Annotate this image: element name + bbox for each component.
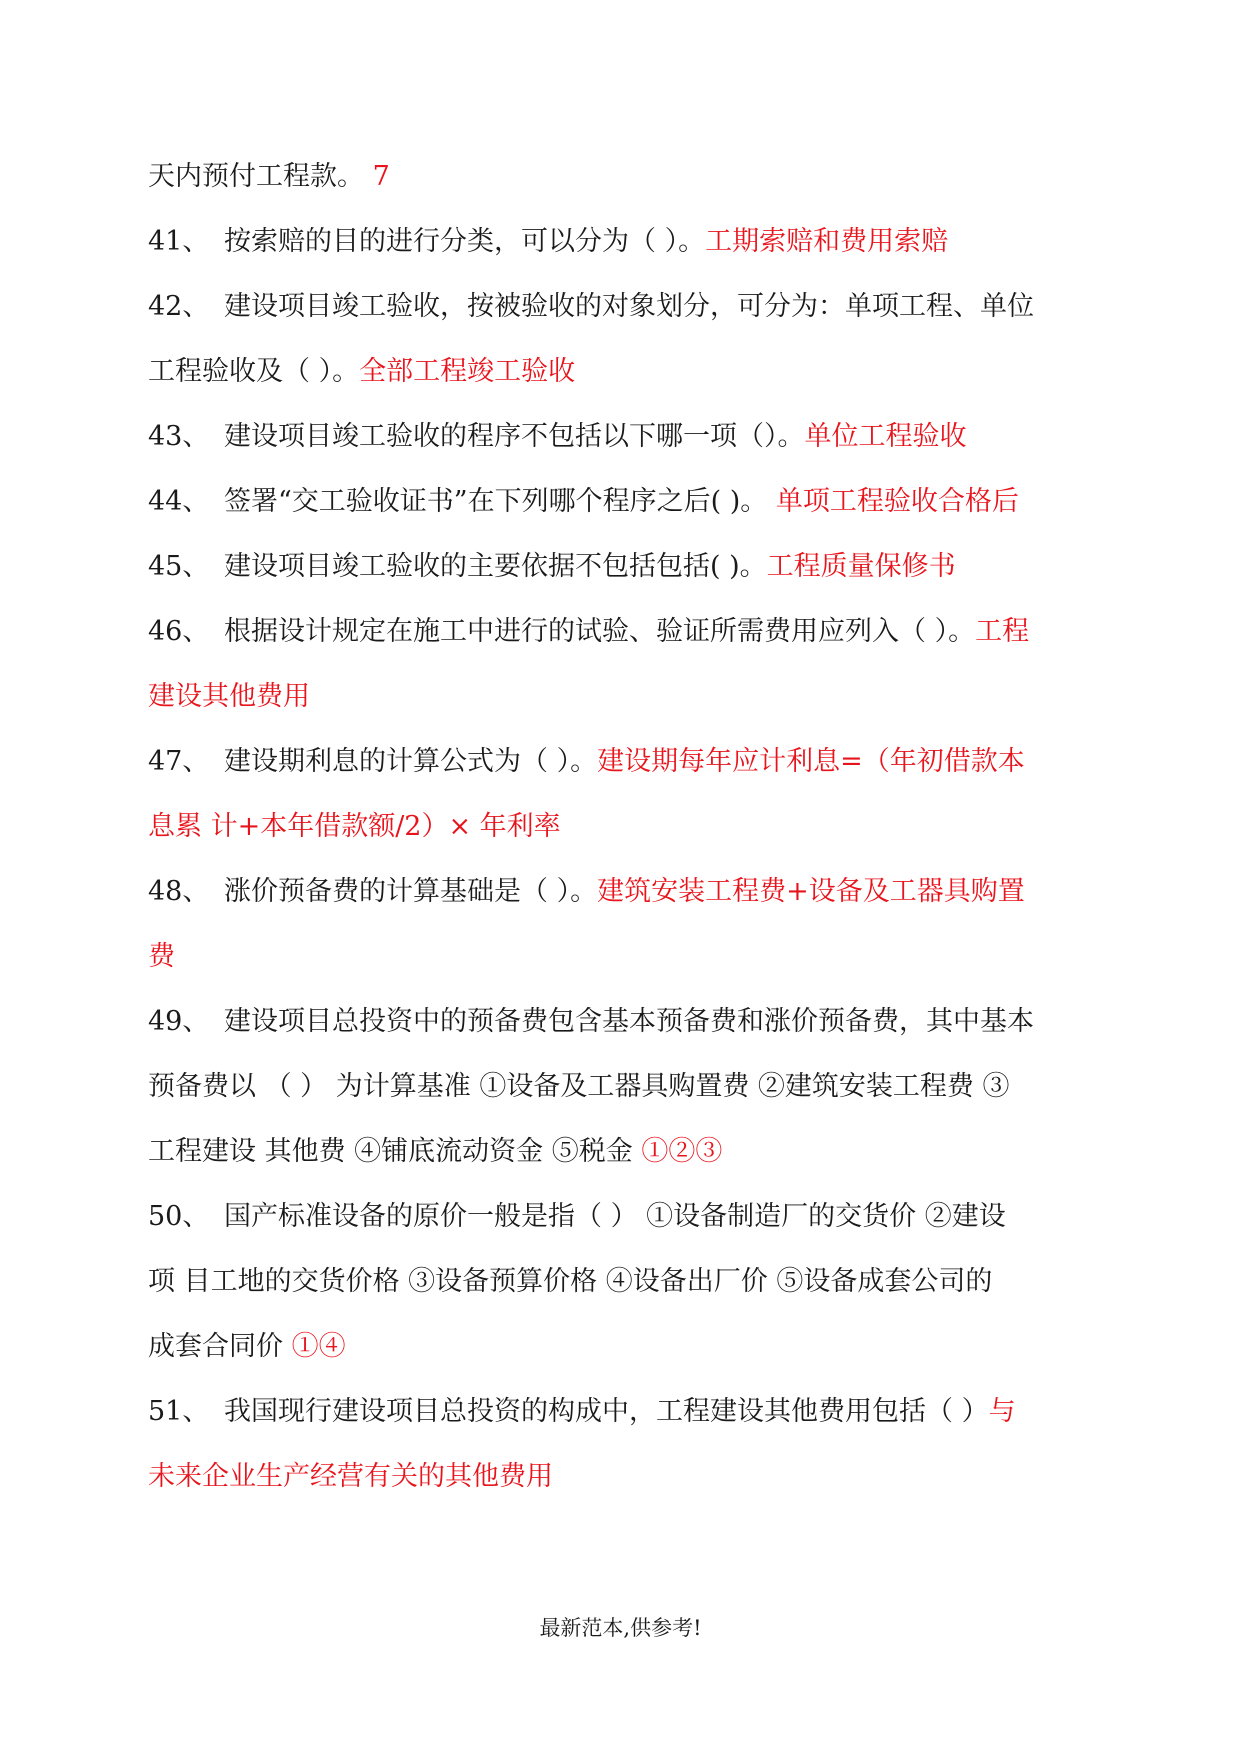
text-line — [148, 1330, 1128, 1364]
question-number: 50、 — [148, 1201, 210, 1232]
question-number: 42、 — [148, 291, 210, 322]
answer-text: 费 — [148, 941, 175, 972]
question-number: 46、 — [148, 616, 210, 647]
text-line — [148, 875, 1128, 909]
question-number: 45、 — [148, 551, 210, 582]
text-line — [148, 550, 1128, 584]
page-footer: 最新范本,供参考! — [539, 1616, 702, 1640]
question-number: 47、 — [148, 746, 210, 777]
answer-text: 息累 计+本年借款额/2）× 年利率 — [148, 811, 561, 842]
text-line — [148, 225, 1128, 259]
answer-text: 建设其他费用 — [148, 681, 310, 712]
answer-text: 单项工程验收合格后 — [775, 486, 1019, 517]
text-line — [148, 1265, 1128, 1299]
answer-text: 7 — [372, 161, 390, 192]
answer-text: ①④ — [291, 1331, 346, 1362]
text-line — [148, 290, 1128, 324]
question-text: 签署“交工验收证书”在下列哪个程序之后( )。 — [224, 486, 776, 517]
text-line — [148, 1005, 1128, 1039]
answer-text: 未来企业生产经营有关的其他费用 — [148, 1461, 553, 1492]
text-line — [148, 1070, 1128, 1104]
question-text: 工程建设 其他费 ④铺底流动资金 ⑤税金 — [148, 1136, 642, 1167]
answer-text: 建设期每年应计利息=（年初借款本 — [597, 746, 1025, 777]
text-line — [148, 160, 1128, 194]
question-number: 44、 — [148, 486, 210, 517]
text-line — [148, 1200, 1128, 1234]
answer-text: 建筑安装工程费+设备及工器具购置 — [597, 876, 1025, 907]
answer-text: 全部工程竣工验收 — [359, 356, 576, 387]
text-line — [148, 355, 1128, 389]
question-text: 按索赔的目的进行分类，可以分为（ ）。 — [224, 226, 706, 257]
question-text: 建设项目竣工验收的程序不包括以下哪一项（）。 — [224, 421, 805, 452]
text-line — [148, 615, 1128, 649]
text-line — [148, 1135, 1128, 1169]
question-text: 预备费以 （ ） 为计算基准 ①设备及工器具购置费 ②建筑安装工程费 ③ — [148, 1071, 1010, 1102]
question-number: 48、 — [148, 876, 210, 907]
question-text: 国产标准设备的原价一般是指（ ） ①设备制造厂的交货价 ②建设 — [224, 1201, 1006, 1232]
text-line — [148, 485, 1128, 519]
question-text: 工程验收及（ ）。 — [148, 356, 360, 387]
text-line — [148, 1460, 1128, 1494]
question-number: 43、 — [148, 421, 210, 452]
answer-text: 工期索赔和费用索赔 — [705, 226, 949, 257]
question-text: 项 目工地的交货价格 ③设备预算价格 ④设备出厂价 ⑤设备成套公司的 — [148, 1266, 993, 1297]
answer-text: 单位工程验收 — [804, 421, 967, 452]
answer-text: 工程质量保修书 — [766, 551, 956, 582]
question-text: 根据设计规定在施工中进行的试验、验证所需费用应列入（ ）。 — [224, 616, 976, 647]
question-text: 涨价预备费的计算基础是（ ）。 — [224, 876, 598, 907]
text-line — [148, 810, 1128, 844]
text-line — [148, 420, 1128, 454]
question-text: 建设期利息的计算公式为（ ）。 — [224, 746, 598, 777]
question-number: 41、 — [148, 226, 210, 257]
question-number: 51、 — [148, 1396, 210, 1427]
question-text: 成套合同价 — [148, 1331, 292, 1362]
text-line — [148, 680, 1128, 714]
answer-text: 工程 — [975, 616, 1030, 647]
text-line — [148, 1395, 1128, 1429]
text-line — [148, 940, 1128, 974]
answer-text: ①②③ — [641, 1136, 723, 1167]
answer-text: 与 — [988, 1396, 1016, 1427]
question-text: 我国现行建设项目总投资的构成中，工程建设其他费用包括（ ） — [224, 1396, 989, 1427]
question-text: 建设项目竣工验收，按被验收的对象划分，可分为：单项工程、单位 — [224, 291, 1034, 322]
question-text: 建设项目竣工验收的主要依据不包括包括( )。 — [224, 551, 767, 582]
question-text: 建设项目总投资中的预备费包含基本预备费和涨价预备费，其中基本 — [224, 1006, 1034, 1037]
text-line — [148, 745, 1128, 779]
question-number: 49、 — [148, 1006, 210, 1037]
question-text: 天内预付工程款。 — [148, 161, 373, 192]
